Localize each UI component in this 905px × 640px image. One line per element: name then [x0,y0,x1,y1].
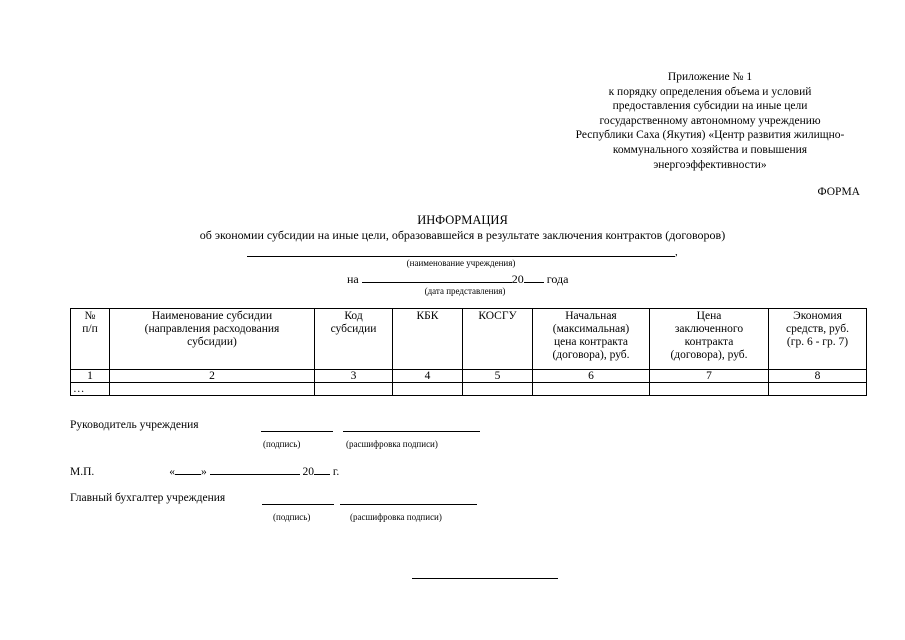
accountant-signature-caption: (подпись) [273,512,311,522]
column-number-cell: 3 [315,370,393,383]
stamp-date-row [70,463,339,478]
accountant-signature-field[interactable] [262,503,334,505]
table-header-cell: КОСГУ [463,309,533,370]
head-signature-field[interactable] [261,430,333,432]
appendix-line: энергоэффективности» [653,158,767,171]
table-header-cell: КБК [393,309,463,370]
table-header-cell: № п/п [71,309,110,370]
table-header-cell: Код субсидии [315,309,393,370]
appendix-line: предоставления субсидии на иные цели [612,100,808,113]
head-signature-decode-field[interactable] [343,430,480,432]
head-signature-label: Руководитель учреждения [70,419,199,431]
document-subtitle: об экономии субсидии на иные цели, образовавшейся в результате заключения контрактов (договоров) [199,228,726,242]
stamp-year-field[interactable] [314,463,330,475]
table-cell[interactable] [110,383,315,396]
table-cell[interactable] [533,383,650,396]
day-field[interactable] [175,463,201,475]
table-header-cell: Экономия средств, руб. (гр. 6 - гр. 7) [769,309,867,370]
table-cell[interactable] [769,383,867,396]
date-caption: (дата представления) [424,286,506,296]
document-title: ИНФОРМАЦИЯ [417,213,508,227]
table-cell[interactable] [463,383,533,396]
institution-comma: , [675,246,678,258]
head-signature-caption: (подпись) [263,439,301,449]
accountant-signature-decode-caption: (расшифровка подписи) [350,512,442,522]
table-cell[interactable] [315,383,393,396]
stamp-year-prefix: 20 [302,466,315,478]
column-number-cell: 1 [71,370,110,383]
column-number-cell: 7 [650,370,769,383]
appendix-line: Приложение № 1 [667,71,753,83]
savings-table [70,308,867,396]
column-number-cell: 5 [463,370,533,383]
head-signature-decode-caption: (расшифровка подписи) [346,439,438,449]
appendix-line: коммунального хозяйства и повышения [612,143,808,156]
appendix-line: государственному автономному учреждению [599,114,821,127]
table-header-cell: Начальная (максимальная) цена контракта (договора), руб. [533,309,650,370]
column-number-cell: 6 [533,370,650,383]
date-suffix: года [546,272,569,286]
accountant-signature-decode-field[interactable] [340,503,477,505]
table-cell[interactable] [650,383,769,396]
table-row [71,383,867,396]
table-header-row [71,309,867,370]
date-field[interactable] [362,271,512,283]
column-number-cell: 8 [769,370,867,383]
appendix-header [545,70,875,172]
column-number-cell: 4 [393,370,463,383]
form-label: ФОРМА [817,186,860,198]
column-number-row [71,370,867,383]
quote-close: » [201,466,207,478]
month-field[interactable] [210,463,300,475]
date-year-prefix: 20 [511,272,524,286]
accountant-signature-label: Главный бухгалтер учреждения [70,492,226,504]
date-year-field[interactable] [524,271,544,283]
footer-rule [412,578,558,579]
date-row [347,271,568,287]
column-number-cell: 2 [110,370,315,383]
institution-caption: (наименование учреждения) [406,258,516,268]
quote-open: « [169,466,176,478]
appendix-line: к порядку определения объема и условий [608,85,812,98]
date-prefix: на [347,272,359,286]
table-header-cell: Наименование субсидии (направления расходования субсидии) [110,309,315,370]
stamp-label: М.П. [70,466,95,478]
table-cell[interactable] [393,383,463,396]
stamp-year-suffix: г. [332,466,340,478]
appendix-line: Республики Саха (Якутия) «Центр развития жилищно- [575,129,845,142]
institution-name-field[interactable] [247,245,675,257]
continuation-cell: … [71,383,110,396]
table-header-cell: Цена заключенного контракта (договора), руб. [650,309,769,370]
